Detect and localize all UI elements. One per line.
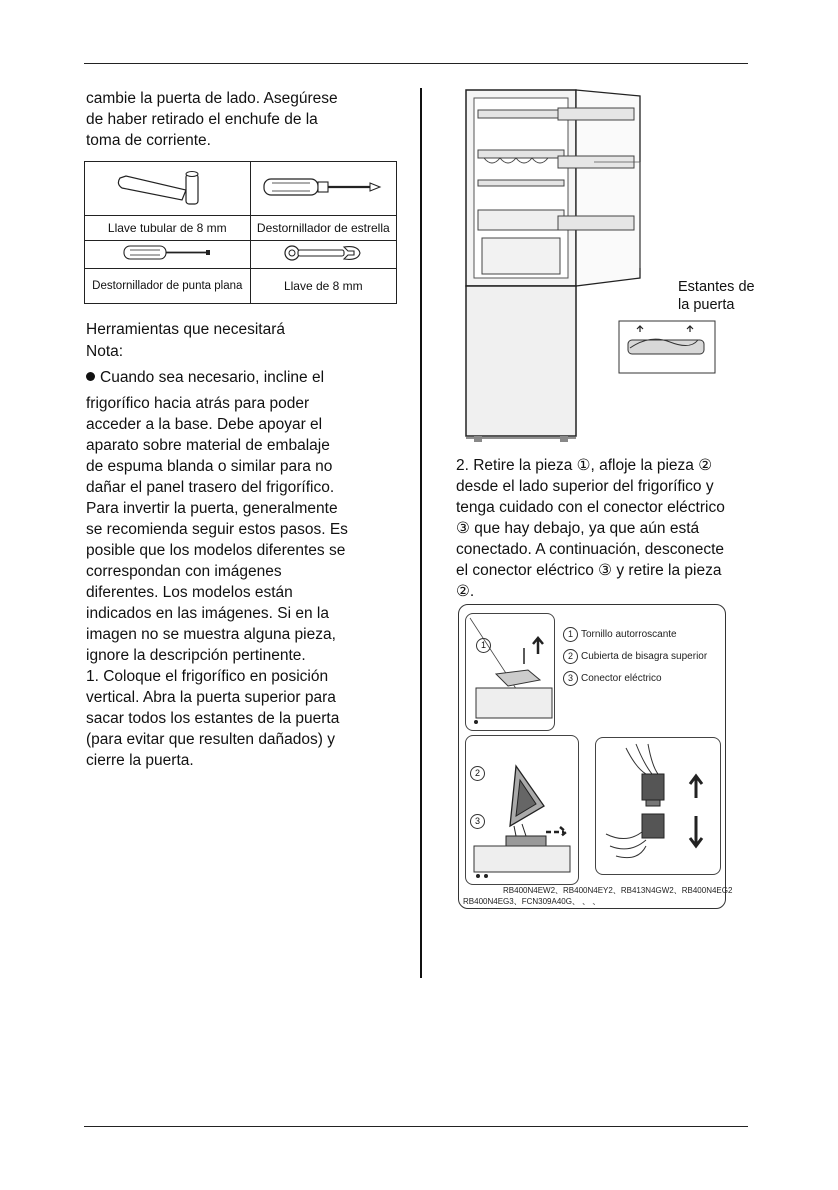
door-shelves-label: [678, 278, 755, 314]
note-paragraph: [86, 367, 348, 771]
note-line: se recomienda seguir estos pasos. Es: [86, 521, 348, 538]
note-line: sacar todos los estantes de la puerta: [86, 710, 340, 727]
note-line: correspondan con imágenes: [86, 563, 282, 580]
note-line: posible que los modelos diferentes se: [86, 542, 346, 559]
header-rule: [84, 63, 748, 64]
fridge-illustration: [464, 88, 654, 448]
tool-label-socket-wrench: Llave tubular de 8 mm: [85, 216, 251, 241]
intro-line: cambie la puerta de lado. Asegúrese: [86, 90, 338, 107]
tools-table: [84, 161, 397, 304]
phillips-screwdriver-cell: [250, 162, 396, 216]
legend-item-1: [563, 627, 677, 642]
tool-label-wrench: Llave de 8 mm: [250, 269, 396, 304]
note-line: indicados en las imágenes. Si en la: [86, 605, 329, 622]
note-line: acceder a la base. Debe apoyar el: [86, 416, 323, 433]
screw-removal-illustration: [466, 614, 554, 730]
flat-screwdriver-icon: [112, 242, 222, 264]
legend-text-1: Tornillo autorroscante: [581, 629, 677, 641]
socket-wrench-cell: [85, 162, 251, 216]
wrench-icon: [278, 242, 368, 264]
legend-text-3: Conector eléctrico: [581, 673, 662, 685]
legend-text-2: Cubierta de bisagra superior: [581, 651, 708, 663]
door-shelves-label-line: Estantes de: [678, 279, 755, 295]
hinge-diagram: [458, 604, 733, 909]
step2-line: ③ que hay debajo, ya que aún está: [456, 520, 700, 537]
callout-3: 3: [470, 814, 485, 829]
note-label: Nota:: [86, 343, 124, 360]
tools-caption: Herramientas que necesitará: [86, 321, 286, 338]
note-line: (para evitar que resulten dañados) y: [86, 731, 336, 748]
socket-wrench-icon: [112, 164, 222, 210]
tool-label-phillips-screwdriver: Destornillador de estrella: [250, 216, 396, 241]
wrench-cell: [250, 241, 396, 269]
note-line: aparato sobre material de embalaje: [86, 437, 330, 454]
flat-screwdriver-cell: [85, 241, 251, 269]
legend-num-1: 1: [563, 627, 578, 642]
callout-2: 2: [470, 766, 485, 781]
step2-line: el conector eléctrico ③ y retire la pieza: [456, 562, 722, 579]
note-line: Para invertir la puerta, generalmente: [86, 500, 338, 517]
note-line: 1. Coloque el frigorífico en posición: [86, 668, 329, 685]
note-line: vertical. Abra la puerta superior para: [86, 689, 336, 706]
step2-line: conectado. A continuación, desconecte: [456, 541, 725, 558]
step2-line: tenga cuidado con el conector eléctrico: [456, 499, 725, 516]
note-line: dañar el panel trasero del frigorífico.: [86, 479, 335, 496]
legend-item-3: [563, 671, 662, 686]
step2-paragraph: [456, 455, 725, 602]
note-line: diferentes. Los modelos están: [86, 584, 293, 601]
legend-item-2: [563, 649, 707, 664]
callout-1: 1: [476, 638, 491, 653]
screw-panel: [465, 613, 555, 731]
footer-rule: [84, 1126, 748, 1127]
note-line: frigorífico hacia atrás para poder: [86, 395, 310, 412]
tool-label-flat-screwdriver: Destornillador de punta plana: [85, 269, 251, 304]
bullet-icon: [86, 372, 95, 381]
intro-paragraph: [86, 88, 338, 151]
intro-line: toma de corriente.: [86, 132, 211, 149]
column-divider: [420, 88, 422, 978]
note-line: Cuando sea necesario, incline el: [100, 369, 325, 386]
step2-line: desde el lado superior del frigorífico y: [456, 478, 714, 495]
models-line-2: RB400N4EG3、FCN309A40G、 、 、: [463, 897, 601, 906]
phillips-screwdriver-icon: [258, 167, 388, 207]
legend-num-3: 3: [563, 671, 578, 686]
legend-num-2: 2: [563, 649, 578, 664]
note-line-bullet: [86, 367, 348, 388]
step2-line: ②.: [456, 583, 475, 600]
note-line: cierre la puerta.: [86, 752, 194, 769]
hinge-panel: [465, 735, 579, 885]
door-shelf-detail: [618, 320, 716, 374]
step2-line: 2. Retire la pieza ①, afloje la pieza ②: [456, 457, 713, 474]
note-line: ignore la descripción pertinente.: [86, 647, 306, 664]
door-shelves-label-line: la puerta: [678, 297, 735, 313]
connector-illustration: [596, 738, 720, 874]
note-line: de espuma blanda o similar para no: [86, 458, 333, 475]
hinge-cover-illustration: [466, 736, 578, 884]
models-line-1: RB400N4EW2、RB400N4EY2、RB413N4GW2、RB400N4EG2: [503, 886, 733, 895]
intro-line: de haber retirado el enchufe de la: [86, 111, 318, 128]
note-line: imagen no se muestra alguna pieza,: [86, 626, 336, 643]
connector-panel: [595, 737, 721, 875]
